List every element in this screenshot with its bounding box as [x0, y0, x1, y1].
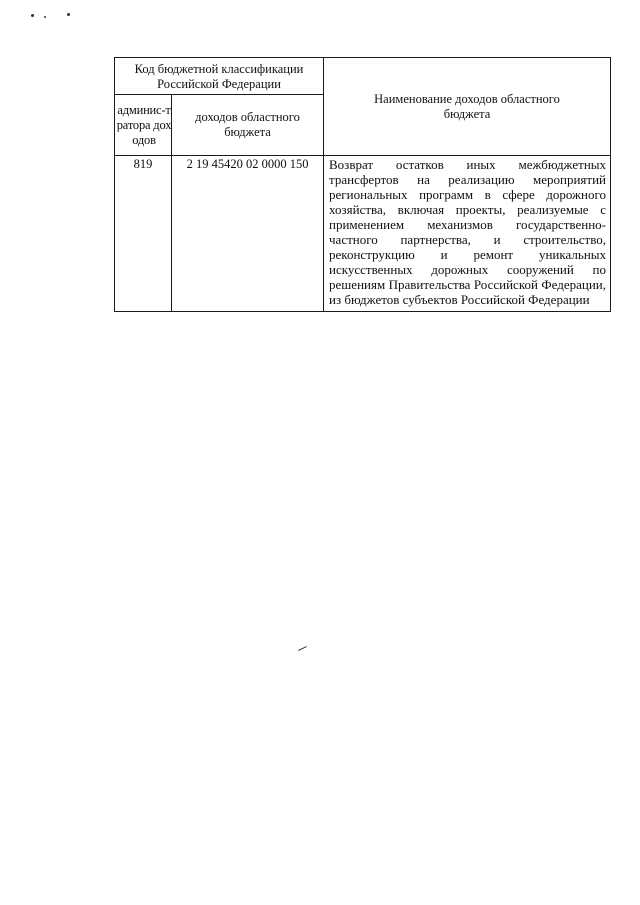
header-regional-income-label: доходов областного бюджета — [195, 110, 300, 139]
header-classification-code: Код бюджетной классификации Российской Федерации — [115, 58, 324, 95]
row-income-name: Возврат остатков иных межбюджетных трансфертов на реализацию мероприятий региональных программ в сфере дорожного хозяйства, включая проекты, реализуемые с применением механизмов государственно-частного партнерства, и строительство, реконструкцию и ремонт уникальных искусственных дорожных сооружений по решениям Правительства Российской Федерации, из бюджетов субъектов Российской Федерации — [324, 156, 611, 312]
scan-speck — [44, 16, 46, 18]
header-row-1 — [115, 58, 611, 95]
row-administrator-code: 819 — [115, 156, 172, 312]
scan-speck — [31, 14, 34, 17]
scan-speck — [298, 646, 307, 651]
scan-speck — [67, 13, 70, 16]
header-regional-income — [172, 95, 324, 156]
budget-classification-table — [114, 57, 611, 312]
row-budget-code: 2 19 45420 02 0000 150 — [172, 156, 324, 312]
table-row — [115, 156, 611, 312]
header-income-name-label: Наименование доходов областного бюджета — [374, 91, 560, 121]
header-administrator-label: админис-тратора доходов — [116, 102, 172, 147]
header-income-name — [324, 58, 611, 156]
header-administrator — [115, 95, 172, 156]
